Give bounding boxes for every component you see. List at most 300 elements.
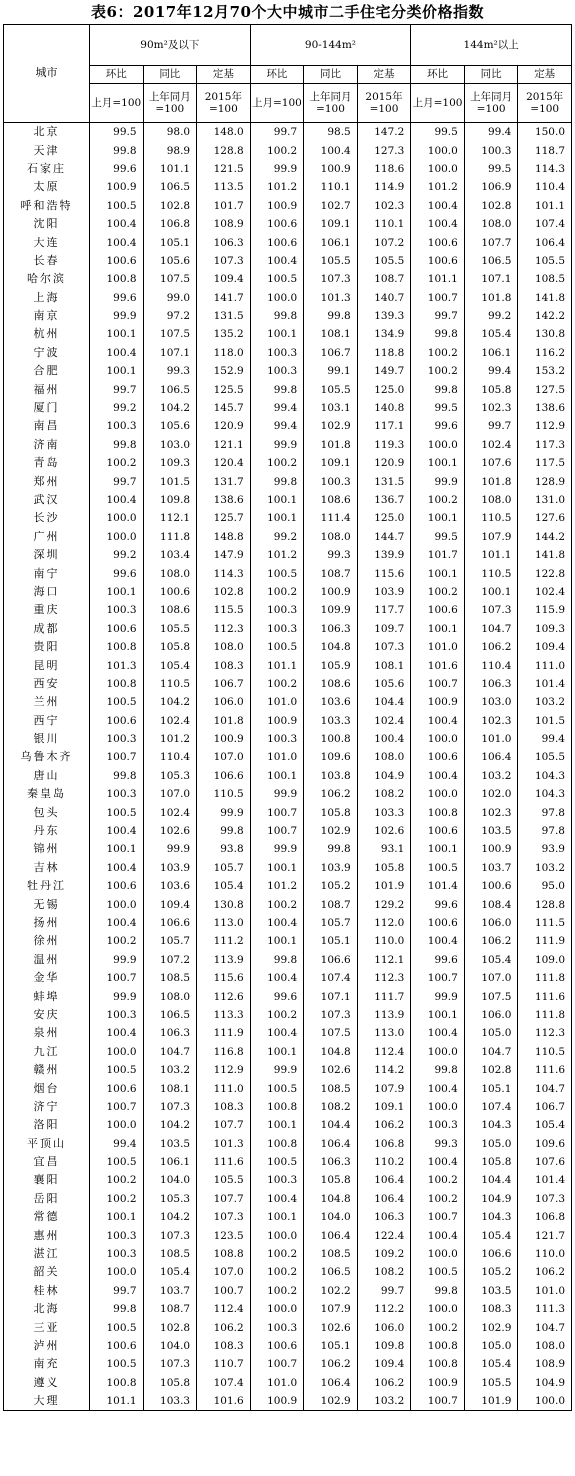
value-cell: 100.4 (250, 914, 304, 932)
value-cell: 100.3 (250, 344, 304, 362)
value-cell: 100.1 (411, 620, 465, 638)
table-row (4, 969, 572, 987)
value-cell: 100.7 (411, 969, 465, 987)
value-cell: 110.4 (464, 656, 518, 674)
value-cell: 99.6 (90, 289, 144, 307)
city-cell: 杭州 (4, 325, 90, 343)
city-cell: 乌鲁木齐 (4, 748, 90, 766)
value-cell: 107.0 (197, 748, 251, 766)
value-cell: 108.6 (143, 601, 197, 619)
value-cell: 93.1 (357, 840, 411, 858)
value-cell: 111.5 (518, 914, 572, 932)
value-cell: 109.1 (304, 215, 358, 233)
table-row (4, 785, 572, 803)
value-cell: 108.1 (357, 656, 411, 674)
group-header-large: 144m²以上 (411, 25, 572, 66)
value-cell: 105.6 (357, 675, 411, 693)
value-cell: 109.4 (197, 270, 251, 288)
city-cell: 洛阳 (4, 1116, 90, 1134)
value-cell: 101.0 (464, 730, 518, 748)
value-cell: 105.5 (518, 252, 572, 270)
table-row (4, 840, 572, 858)
value-cell: 111.8 (518, 1006, 572, 1024)
value-cell: 106.4 (304, 1226, 358, 1244)
value-cell: 100.7 (90, 969, 144, 987)
table-row (4, 1300, 572, 1318)
value-cell: 115.9 (518, 601, 572, 619)
value-cell: 101.2 (250, 178, 304, 196)
table-row (4, 362, 572, 380)
value-cell: 100.2 (90, 1190, 144, 1208)
value-cell: 122.8 (518, 564, 572, 582)
city-cell: 沈阳 (4, 215, 90, 233)
value-cell: 99.4 (250, 399, 304, 417)
value-cell: 101.7 (197, 197, 251, 215)
value-cell: 100.6 (250, 1337, 304, 1355)
value-cell: 138.6 (518, 399, 572, 417)
value-cell: 100.6 (90, 1337, 144, 1355)
value-cell: 100.6 (90, 620, 144, 638)
value-cell: 111.4 (304, 509, 358, 527)
value-cell: 100.0 (250, 1226, 304, 1244)
value-cell: 100.0 (90, 1116, 144, 1134)
value-cell: 115.6 (357, 564, 411, 582)
value-cell: 108.2 (357, 1263, 411, 1281)
value-cell: 101.1 (143, 160, 197, 178)
value-cell: 102.8 (143, 197, 197, 215)
table-row (4, 895, 572, 913)
value-cell: 109.6 (518, 1134, 572, 1152)
value-cell: 120.9 (197, 417, 251, 435)
value-cell: 100.3 (250, 730, 304, 748)
value-cell: 105.8 (464, 380, 518, 398)
value-cell: 107.3 (197, 252, 251, 270)
table-row (4, 472, 572, 490)
value-cell: 102.4 (464, 436, 518, 454)
value-cell: 112.9 (518, 417, 572, 435)
value-cell: 102.6 (357, 822, 411, 840)
value-cell: 107.6 (518, 1153, 572, 1171)
value-cell: 107.3 (304, 270, 358, 288)
table-row (4, 1374, 572, 1392)
value-cell: 105.2 (304, 877, 358, 895)
value-cell: 100.0 (90, 895, 144, 913)
value-cell: 99.7 (90, 380, 144, 398)
value-cell: 100.1 (464, 583, 518, 601)
value-cell: 118.7 (518, 141, 572, 159)
value-cell: 100.9 (304, 160, 358, 178)
value-cell: 103.0 (143, 436, 197, 454)
value-cell: 106.3 (357, 1208, 411, 1226)
value-cell: 112.4 (197, 1300, 251, 1318)
city-cell: 牡丹江 (4, 877, 90, 895)
value-cell: 100.3 (304, 472, 358, 490)
value-cell: 100.5 (90, 197, 144, 215)
value-cell: 153.2 (518, 362, 572, 380)
value-cell: 108.9 (518, 1355, 572, 1373)
value-cell: 108.3 (197, 1098, 251, 1116)
value-cell: 99.2 (250, 528, 304, 546)
value-cell: 111.7 (357, 987, 411, 1005)
value-cell: 108.6 (304, 675, 358, 693)
value-cell: 101.7 (411, 546, 465, 564)
value-cell: 107.2 (357, 233, 411, 251)
value-cell: 101.1 (90, 1392, 144, 1411)
table-row (4, 417, 572, 435)
value-cell: 99.7 (250, 123, 304, 142)
value-cell: 106.6 (464, 1245, 518, 1263)
value-cell: 108.4 (464, 895, 518, 913)
value-cell: 105.6 (143, 417, 197, 435)
value-cell: 117.7 (357, 601, 411, 619)
table-row (4, 528, 572, 546)
value-cell: 104.8 (304, 638, 358, 656)
value-cell: 101.9 (357, 877, 411, 895)
value-cell: 103.3 (304, 712, 358, 730)
value-cell: 105.4 (143, 656, 197, 674)
value-cell: 106.3 (304, 1153, 358, 1171)
table-row (4, 252, 572, 270)
city-cell: 上海 (4, 289, 90, 307)
table-row (4, 178, 572, 196)
value-cell: 101.2 (250, 877, 304, 895)
value-cell: 131.5 (357, 472, 411, 490)
value-cell: 100.4 (90, 215, 144, 233)
value-cell: 106.6 (304, 951, 358, 969)
table-title: 表6：2017年12月70个大中城市二手住宅分类价格指数 (91, 3, 484, 21)
city-cell: 太原 (4, 178, 90, 196)
value-cell: 106.4 (518, 233, 572, 251)
city-cell: 金华 (4, 969, 90, 987)
city-cell: 南充 (4, 1355, 90, 1373)
value-cell: 100.0 (411, 1300, 465, 1318)
value-cell: 99.5 (90, 123, 144, 142)
value-cell: 102.9 (464, 1318, 518, 1336)
value-cell: 105.0 (464, 1134, 518, 1152)
value-cell: 100.6 (411, 748, 465, 766)
value-cell: 100.5 (90, 1318, 144, 1336)
city-cell: 遵义 (4, 1374, 90, 1392)
value-cell: 105.8 (143, 1374, 197, 1392)
value-cell: 111.6 (197, 1153, 251, 1171)
value-cell: 108.7 (357, 270, 411, 288)
value-cell: 110.0 (357, 932, 411, 950)
value-cell: 117.5 (518, 454, 572, 472)
value-cell: 101.4 (411, 877, 465, 895)
value-cell: 100.6 (411, 914, 465, 932)
value-cell: 112.6 (197, 987, 251, 1005)
value-cell: 105.1 (464, 1079, 518, 1097)
city-cell: 深圳 (4, 546, 90, 564)
value-cell: 100.1 (411, 840, 465, 858)
value-cell: 107.5 (304, 1024, 358, 1042)
value-cell: 105.4 (197, 877, 251, 895)
value-cell: 100.3 (250, 1318, 304, 1336)
group-header-small: 90m²及以下 (90, 25, 251, 66)
table-row (4, 436, 572, 454)
city-column-header: 城市 (4, 25, 90, 123)
city-cell: 长春 (4, 252, 90, 270)
value-cell: 100.1 (250, 1043, 304, 1061)
value-cell: 99.3 (143, 362, 197, 380)
value-cell: 103.3 (357, 803, 411, 821)
value-cell: 102.3 (357, 197, 411, 215)
value-cell: 107.4 (464, 1098, 518, 1116)
value-cell: 108.3 (464, 1300, 518, 1318)
value-cell: 127.3 (357, 141, 411, 159)
city-cell: 平顶山 (4, 1134, 90, 1152)
value-cell: 105.4 (518, 1116, 572, 1134)
value-cell: 101.9 (464, 1392, 518, 1411)
value-cell: 108.5 (304, 1079, 358, 1097)
value-cell: 100.6 (90, 877, 144, 895)
value-cell: 105.5 (464, 1374, 518, 1392)
value-cell: 104.4 (304, 1116, 358, 1134)
value-cell: 109.8 (357, 1337, 411, 1355)
value-cell: 102.9 (304, 1392, 358, 1411)
value-cell: 110.1 (304, 178, 358, 196)
value-cell: 102.4 (143, 712, 197, 730)
value-cell: 99.9 (197, 803, 251, 821)
city-cell: 徐州 (4, 932, 90, 950)
value-cell: 108.5 (518, 270, 572, 288)
value-cell: 109.2 (357, 1245, 411, 1263)
value-cell: 100.4 (90, 822, 144, 840)
table-row (4, 546, 572, 564)
value-cell: 108.5 (143, 969, 197, 987)
value-cell: 99.9 (411, 472, 465, 490)
table-row (4, 491, 572, 509)
value-cell: 106.6 (143, 914, 197, 932)
value-cell: 108.5 (304, 1245, 358, 1263)
value-cell: 100.2 (250, 141, 304, 159)
value-cell: 109.0 (518, 951, 572, 969)
value-cell: 106.2 (357, 1116, 411, 1134)
value-cell: 99.3 (411, 1134, 465, 1152)
value-cell: 104.4 (357, 693, 411, 711)
table-row (4, 215, 572, 233)
value-cell: 105.1 (143, 233, 197, 251)
group-header-medium: 90-144m² (250, 25, 411, 66)
subheader-cell: 同比 (464, 66, 518, 84)
value-cell: 101.0 (518, 1282, 572, 1300)
value-cell: 100.8 (90, 1374, 144, 1392)
value-cell: 99.5 (411, 528, 465, 546)
value-cell: 105.5 (518, 748, 572, 766)
value-cell: 109.1 (357, 1098, 411, 1116)
value-cell: 140.8 (357, 399, 411, 417)
table-row (4, 509, 572, 527)
value-cell: 99.5 (411, 399, 465, 417)
value-cell: 103.2 (518, 693, 572, 711)
value-cell: 100.0 (411, 785, 465, 803)
value-cell: 142.2 (518, 307, 572, 325)
table-row (4, 454, 572, 472)
value-cell: 101.1 (250, 656, 304, 674)
value-cell: 99.2 (90, 546, 144, 564)
value-cell: 102.4 (143, 803, 197, 821)
value-cell: 101.0 (250, 693, 304, 711)
value-cell: 100.1 (250, 932, 304, 950)
city-cell: 济南 (4, 436, 90, 454)
value-cell: 103.1 (304, 399, 358, 417)
table-row (4, 859, 572, 877)
table-row (4, 1171, 572, 1189)
value-cell: 100.2 (250, 1245, 304, 1263)
city-cell: 锦州 (4, 840, 90, 858)
value-cell: 95.0 (518, 877, 572, 895)
value-cell: 102.4 (518, 583, 572, 601)
value-cell: 103.7 (464, 859, 518, 877)
city-cell: 蚌埠 (4, 987, 90, 1005)
city-cell: 重庆 (4, 601, 90, 619)
value-cell: 107.5 (464, 987, 518, 1005)
table-row (4, 1392, 572, 1411)
table-row (4, 123, 572, 142)
value-cell: 145.7 (197, 399, 251, 417)
value-cell: 113.5 (197, 178, 251, 196)
value-cell: 100.0 (411, 160, 465, 178)
table-row (4, 1245, 572, 1263)
value-cell: 100.5 (411, 1263, 465, 1281)
value-cell: 100.5 (250, 1153, 304, 1171)
base-cell: 上月=100 (90, 84, 144, 123)
table-row (4, 1079, 572, 1097)
value-cell: 110.5 (197, 785, 251, 803)
value-cell: 100.0 (250, 289, 304, 307)
value-cell: 100.0 (90, 1263, 144, 1281)
value-cell: 100.0 (411, 730, 465, 748)
value-cell: 97.8 (518, 803, 572, 821)
table-row (4, 748, 572, 766)
base-cell: 2015年=100 (197, 84, 251, 123)
value-cell: 104.0 (143, 1171, 197, 1189)
city-cell: 厦门 (4, 399, 90, 417)
value-cell: 109.8 (143, 491, 197, 509)
city-cell: 北海 (4, 1300, 90, 1318)
city-cell: 温州 (4, 951, 90, 969)
value-cell: 93.9 (518, 840, 572, 858)
table-row (4, 822, 572, 840)
value-cell: 107.3 (197, 1208, 251, 1226)
value-cell: 108.3 (197, 1337, 251, 1355)
table-row (4, 1190, 572, 1208)
value-cell: 100.0 (90, 528, 144, 546)
value-cell: 100.7 (250, 1355, 304, 1373)
value-cell: 101.4 (518, 675, 572, 693)
value-cell: 112.1 (357, 951, 411, 969)
value-cell: 104.8 (304, 1190, 358, 1208)
subheader-cell: 环比 (90, 66, 144, 84)
value-cell: 100.1 (411, 509, 465, 527)
value-cell: 107.3 (518, 1190, 572, 1208)
table-row (4, 987, 572, 1005)
value-cell: 100.4 (411, 1079, 465, 1097)
value-cell: 99.8 (250, 472, 304, 490)
value-cell: 100.6 (411, 233, 465, 251)
value-cell: 100.1 (90, 583, 144, 601)
value-cell: 111.8 (518, 969, 572, 987)
value-cell: 100.4 (250, 969, 304, 987)
value-cell: 125.7 (197, 509, 251, 527)
value-cell: 104.9 (357, 767, 411, 785)
value-cell: 101.2 (143, 730, 197, 748)
value-cell: 108.2 (357, 785, 411, 803)
value-cell: 105.1 (304, 1337, 358, 1355)
value-cell: 112.4 (357, 1043, 411, 1061)
value-cell: 100.4 (411, 1226, 465, 1244)
value-cell: 97.2 (143, 307, 197, 325)
value-cell: 100.8 (411, 1355, 465, 1373)
table-row (4, 233, 572, 251)
value-cell: 100.3 (90, 1226, 144, 1244)
city-cell: 北京 (4, 123, 90, 142)
value-cell: 138.6 (197, 491, 251, 509)
city-cell: 湛江 (4, 1245, 90, 1263)
value-cell: 117.1 (357, 417, 411, 435)
value-cell: 100.7 (411, 1208, 465, 1226)
value-cell: 100.8 (411, 1337, 465, 1355)
value-cell: 105.9 (304, 656, 358, 674)
value-cell: 100.3 (90, 785, 144, 803)
value-cell: 99.6 (90, 564, 144, 582)
value-cell: 107.3 (357, 638, 411, 656)
value-cell: 101.8 (197, 712, 251, 730)
value-cell: 102.3 (464, 399, 518, 417)
value-cell: 99.8 (304, 840, 358, 858)
value-cell: 99.8 (90, 436, 144, 454)
value-cell: 108.0 (518, 1337, 572, 1355)
value-cell: 102.7 (304, 197, 358, 215)
table-row (4, 1134, 572, 1152)
value-cell: 111.9 (518, 932, 572, 950)
table-row (4, 730, 572, 748)
value-cell: 100.5 (411, 859, 465, 877)
value-cell: 100.6 (90, 712, 144, 730)
value-cell: 99.7 (357, 1282, 411, 1300)
value-cell: 101.6 (197, 1392, 251, 1411)
value-cell: 100.0 (518, 1392, 572, 1411)
value-cell: 105.5 (197, 1171, 251, 1189)
value-cell: 103.3 (143, 1392, 197, 1411)
value-cell: 127.5 (518, 380, 572, 398)
value-cell: 104.2 (143, 399, 197, 417)
value-cell: 100.3 (90, 417, 144, 435)
value-cell: 106.6 (197, 767, 251, 785)
value-cell: 110.2 (357, 1153, 411, 1171)
city-cell: 襄阳 (4, 1171, 90, 1189)
value-cell: 102.8 (464, 1061, 518, 1079)
value-cell: 100.7 (411, 675, 465, 693)
value-cell: 106.1 (304, 233, 358, 251)
value-cell: 121.7 (518, 1226, 572, 1244)
value-cell: 99.9 (250, 436, 304, 454)
value-cell: 97.8 (518, 822, 572, 840)
value-cell: 100.5 (90, 1061, 144, 1079)
value-cell: 102.8 (197, 583, 251, 601)
value-cell: 100.9 (411, 693, 465, 711)
table-row (4, 380, 572, 398)
table-row (4, 1226, 572, 1244)
value-cell: 99.4 (464, 362, 518, 380)
city-cell: 无锡 (4, 895, 90, 913)
base-cell: 上年同月=100 (304, 84, 358, 123)
value-cell: 104.7 (464, 620, 518, 638)
value-cell: 111.2 (197, 932, 251, 950)
value-cell: 100.4 (250, 1190, 304, 1208)
value-cell: 100.6 (250, 215, 304, 233)
value-cell: 111.9 (197, 1024, 251, 1042)
